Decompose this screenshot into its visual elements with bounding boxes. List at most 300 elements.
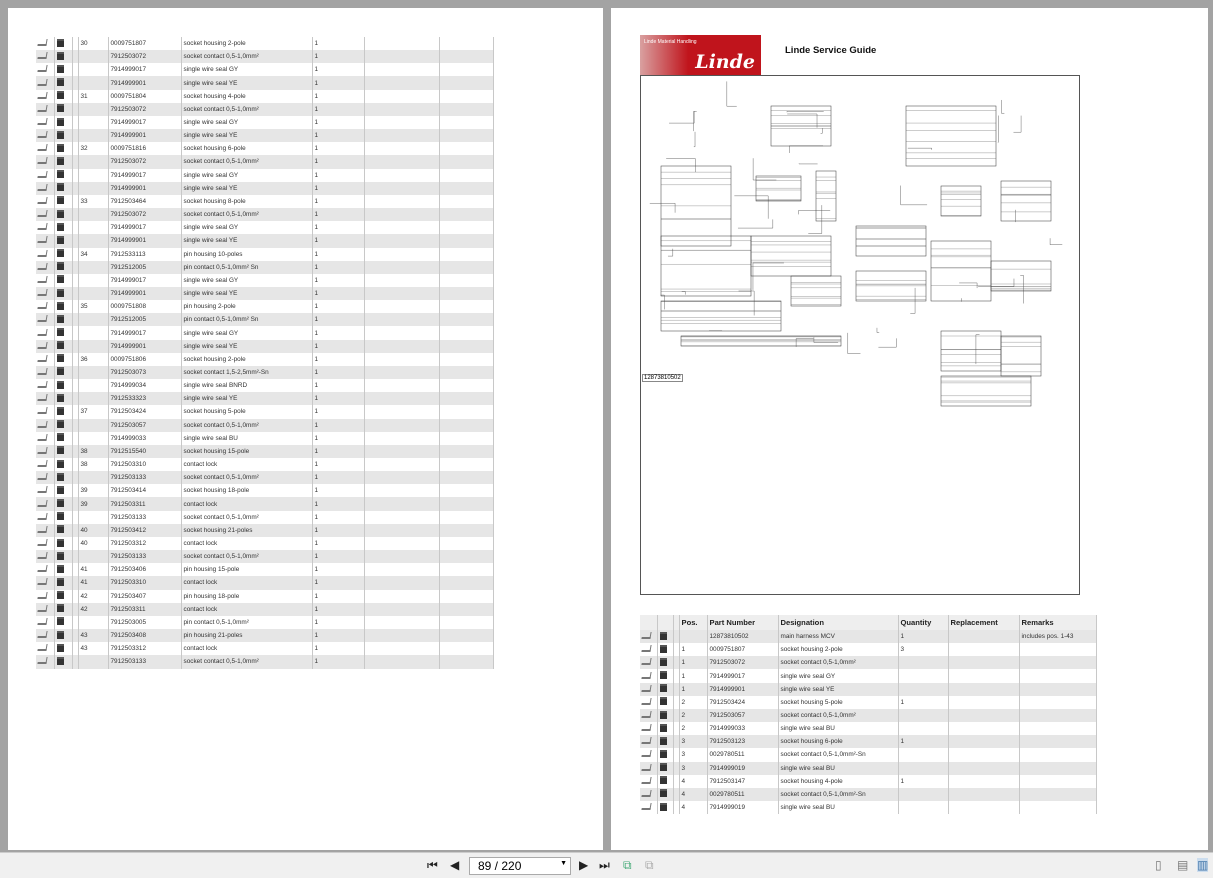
info-bag-icon[interactable] — [54, 524, 72, 537]
cell: 1 — [898, 775, 948, 788]
cell: single wire seal YE — [181, 392, 312, 405]
table-row — [36, 524, 493, 537]
cell: 30 — [78, 37, 108, 50]
add-to-cart-icon[interactable] — [36, 103, 54, 116]
info-bag-icon[interactable] — [54, 445, 72, 458]
column-header: Part Number — [707, 615, 778, 630]
single-page-view-icon[interactable]: ▯ — [1155, 858, 1162, 872]
cell: 7914999901 — [108, 76, 181, 89]
cell: 41 — [78, 576, 108, 589]
page-selector[interactable] — [469, 857, 571, 875]
cell: 40 — [78, 537, 108, 550]
info-bag-icon[interactable] — [54, 287, 72, 300]
column-header: Remarks — [1019, 615, 1096, 630]
add-to-cart-icon[interactable] — [36, 169, 54, 182]
cell: single wire seal BU — [778, 722, 898, 735]
table-row — [640, 735, 1096, 748]
cell: 1 — [898, 735, 948, 748]
cell — [78, 129, 108, 142]
info-bag-icon[interactable] — [54, 366, 72, 379]
parts-table-right — [640, 615, 1097, 814]
cell: 7914999017 — [108, 116, 181, 129]
table-row — [36, 287, 493, 300]
cell: 39 — [78, 484, 108, 497]
info-bag-icon[interactable] — [54, 419, 72, 432]
add-to-cart-icon[interactable] — [36, 182, 54, 195]
chevron-down-icon: ▼ — [560, 860, 567, 867]
cell: 7912503312 — [108, 537, 181, 550]
cell: 0009751807 — [108, 37, 181, 50]
cell — [78, 261, 108, 274]
add-to-cart-icon[interactable] — [36, 221, 54, 234]
info-bag-icon[interactable] — [657, 762, 673, 775]
info-bag-icon[interactable] — [54, 537, 72, 550]
info-bag-icon[interactable] — [54, 116, 72, 129]
cell: 1 — [312, 63, 364, 76]
cell — [679, 630, 707, 643]
cell: 7912503406 — [108, 563, 181, 576]
cell: socket contact 0,5-1,0mm² — [181, 155, 312, 168]
wiring-diagram — [640, 75, 1080, 595]
table-row — [36, 155, 493, 168]
cell — [78, 471, 108, 484]
add-to-cart-icon[interactable] — [36, 155, 54, 168]
cell: 7912503072 — [707, 656, 778, 669]
add-to-cart-icon[interactable] — [36, 379, 54, 392]
table-row — [36, 274, 493, 287]
info-bag-icon[interactable] — [54, 642, 72, 655]
table-row — [640, 722, 1096, 735]
cell — [948, 696, 1019, 709]
cell — [78, 208, 108, 221]
table-row — [36, 90, 493, 103]
add-to-cart-icon[interactable] — [36, 419, 54, 432]
info-bag-icon[interactable] — [657, 696, 673, 709]
cell: 1 — [312, 537, 364, 550]
add-to-cart-icon[interactable] — [640, 696, 657, 709]
cell: 7914999019 — [707, 762, 778, 775]
last-page-button[interactable]: ⏭ — [599, 858, 610, 872]
add-to-cart-icon[interactable] — [640, 748, 657, 761]
add-to-cart-icon[interactable] — [36, 90, 54, 103]
table-row — [36, 221, 493, 234]
add-to-cart-icon[interactable] — [36, 50, 54, 63]
cell: pin housing 10-poles — [181, 248, 312, 261]
info-bag-icon[interactable] — [54, 129, 72, 142]
first-page-button[interactable]: ⏮ — [427, 858, 438, 872]
cell: 7914999033 — [108, 432, 181, 445]
info-bag-icon[interactable] — [54, 103, 72, 116]
add-to-cart-icon[interactable] — [640, 788, 657, 801]
cell: 7914999017 — [108, 63, 181, 76]
info-bag-icon[interactable] — [54, 392, 72, 405]
cell: single wire seal GY — [181, 326, 312, 339]
go-back-icon[interactable]: ⧉ — [623, 858, 632, 872]
cell: 7912503123 — [707, 735, 778, 748]
add-to-cart-icon[interactable] — [36, 261, 54, 274]
cell: 1 — [312, 524, 364, 537]
cell — [948, 669, 1019, 682]
table-row — [36, 629, 493, 642]
add-to-cart-icon[interactable] — [640, 762, 657, 775]
info-bag-icon[interactable] — [54, 379, 72, 392]
add-to-cart-icon[interactable] — [36, 353, 54, 366]
cell: 7912512005 — [108, 261, 181, 274]
add-to-cart-icon[interactable] — [36, 537, 54, 550]
info-bag-icon[interactable] — [54, 234, 72, 247]
cell: socket contact 0,5-1,0mm² — [181, 103, 312, 116]
cell: single wire seal YE — [778, 683, 898, 696]
add-to-cart-icon[interactable] — [36, 405, 54, 418]
table-row — [36, 326, 493, 339]
cell: 41 — [78, 563, 108, 576]
add-to-cart-icon[interactable] — [640, 775, 657, 788]
logo-text: Linde — [695, 51, 755, 73]
table-row — [36, 563, 493, 576]
cell: 12873810502 — [707, 630, 778, 643]
add-to-cart-icon[interactable] — [36, 550, 54, 563]
info-bag-icon[interactable] — [54, 603, 72, 616]
cell: 1 — [312, 234, 364, 247]
cell: 1 — [679, 683, 707, 696]
add-to-cart-icon[interactable] — [36, 63, 54, 76]
cell: single wire seal BNRD — [181, 379, 312, 392]
cell: single wire seal GY — [181, 63, 312, 76]
cell — [948, 748, 1019, 761]
add-to-cart-icon[interactable] — [36, 590, 54, 603]
info-bag-icon[interactable] — [54, 326, 72, 339]
info-bag-icon[interactable] — [657, 775, 673, 788]
cell — [78, 419, 108, 432]
add-to-cart-icon[interactable] — [36, 340, 54, 353]
cell — [948, 801, 1019, 814]
add-to-cart-icon[interactable] — [640, 735, 657, 748]
add-to-cart-icon[interactable] — [640, 630, 657, 643]
cell: 35 — [78, 300, 108, 313]
column-header: Pos. — [679, 615, 707, 630]
cell: 7912503424 — [707, 696, 778, 709]
info-bag-icon[interactable] — [54, 484, 72, 497]
add-to-cart-icon[interactable] — [36, 524, 54, 537]
add-to-cart-icon[interactable] — [36, 313, 54, 326]
cell: 1 — [312, 116, 364, 129]
cell: 3 — [679, 748, 707, 761]
table-row — [640, 762, 1096, 775]
info-bag-icon[interactable] — [54, 208, 72, 221]
cell: single wire seal BU — [181, 432, 312, 445]
cell: 43 — [78, 642, 108, 655]
table-row — [36, 182, 493, 195]
cell: 7914999033 — [707, 722, 778, 735]
cell: 1 — [312, 590, 364, 603]
cell: pin contact 0,5-1,0mm² Sn — [181, 313, 312, 326]
cell: 1 — [312, 616, 364, 629]
add-to-cart-icon[interactable] — [36, 142, 54, 155]
cell — [78, 169, 108, 182]
add-to-cart-icon[interactable] — [36, 511, 54, 524]
cell — [948, 788, 1019, 801]
info-bag-icon[interactable] — [54, 261, 72, 274]
table-row — [640, 669, 1096, 682]
add-to-cart-icon[interactable] — [640, 683, 657, 696]
info-bag-icon[interactable] — [54, 563, 72, 576]
next-page-button[interactable]: ▶ — [579, 858, 589, 872]
cell: 36 — [78, 353, 108, 366]
column-header: Designation — [778, 615, 898, 630]
cell: 1 — [312, 195, 364, 208]
info-bag-icon[interactable] — [54, 655, 72, 668]
add-to-cart-icon[interactable] — [640, 722, 657, 735]
info-bag-icon[interactable] — [54, 221, 72, 234]
cell: socket housing 18-pole — [181, 484, 312, 497]
add-to-cart-icon[interactable] — [640, 801, 657, 814]
cell: 7912503072 — [108, 103, 181, 116]
info-bag-icon[interactable] — [54, 590, 72, 603]
cell: 7912503073 — [108, 366, 181, 379]
cell: 7914999017 — [108, 221, 181, 234]
add-to-cart-icon[interactable] — [36, 563, 54, 576]
cell: socket contact 0,5-1,0mm² — [181, 208, 312, 221]
add-to-cart-icon[interactable] — [36, 326, 54, 339]
add-to-cart-icon[interactable] — [36, 497, 54, 510]
add-to-cart-icon[interactable] — [36, 576, 54, 589]
add-to-cart-icon[interactable] — [36, 129, 54, 142]
info-bag-icon[interactable] — [54, 37, 72, 50]
info-bag-icon[interactable] — [657, 748, 673, 761]
add-to-cart-icon[interactable] — [36, 603, 54, 616]
cell — [948, 722, 1019, 735]
info-bag-icon[interactable] — [54, 471, 72, 484]
cell: 1 — [312, 405, 364, 418]
cell: pin housing 18-pole — [181, 590, 312, 603]
cell: 1 — [312, 511, 364, 524]
cell: 1 — [679, 669, 707, 682]
add-to-cart-icon[interactable] — [36, 471, 54, 484]
info-bag-icon[interactable] — [657, 788, 673, 801]
add-to-cart-icon[interactable] — [36, 208, 54, 221]
info-bag-icon[interactable] — [54, 90, 72, 103]
add-to-cart-icon[interactable] — [640, 709, 657, 722]
add-to-cart-icon[interactable] — [36, 116, 54, 129]
cell — [78, 103, 108, 116]
cell: socket contact 0,5-1,0mm² — [778, 709, 898, 722]
add-to-cart-icon[interactable] — [640, 643, 657, 656]
info-bag-icon[interactable] — [54, 195, 72, 208]
add-to-cart-icon[interactable] — [36, 234, 54, 247]
cell: socket contact 0,5-1,0mm²-Sn — [778, 788, 898, 801]
cell: 4 — [679, 775, 707, 788]
cell: 7912503133 — [108, 550, 181, 563]
info-bag-icon[interactable] — [54, 50, 72, 63]
cell: 7912503414 — [108, 484, 181, 497]
cell: 4 — [679, 801, 707, 814]
cell: pin housing 21-poles — [181, 629, 312, 642]
info-bag-icon[interactable] — [54, 576, 72, 589]
add-to-cart-icon[interactable] — [36, 274, 54, 287]
add-to-cart-icon[interactable] — [36, 195, 54, 208]
info-bag-icon[interactable] — [657, 709, 673, 722]
cell — [1019, 683, 1096, 696]
table-row — [36, 300, 493, 313]
info-bag-icon[interactable] — [54, 616, 72, 629]
info-bag-icon[interactable] — [54, 405, 72, 418]
cell: single wire seal GY — [778, 669, 898, 682]
continuous-view-icon[interactable]: ▤ — [1177, 858, 1189, 872]
info-bag-icon[interactable] — [657, 683, 673, 696]
add-to-cart-icon[interactable] — [36, 484, 54, 497]
add-to-cart-icon[interactable] — [36, 432, 54, 445]
add-to-cart-icon[interactable] — [36, 76, 54, 89]
info-bag-icon[interactable] — [54, 155, 72, 168]
info-bag-icon[interactable] — [657, 722, 673, 735]
add-to-cart-icon[interactable] — [36, 458, 54, 471]
page-number: 89 / 220 — [478, 859, 522, 873]
info-bag-icon[interactable] — [657, 656, 673, 669]
table-row — [36, 366, 493, 379]
two-page-view-icon[interactable]: ▥ — [1197, 858, 1209, 872]
info-bag-icon[interactable] — [657, 735, 673, 748]
add-to-cart-icon[interactable] — [36, 655, 54, 668]
table-row — [640, 775, 1096, 788]
info-bag-icon[interactable] — [54, 497, 72, 510]
info-bag-icon[interactable] — [54, 458, 72, 471]
add-to-cart-icon[interactable] — [36, 642, 54, 655]
column-header: Replacement — [948, 615, 1019, 630]
table-row — [36, 655, 493, 668]
cell: socket contact 0,5-1,0mm² — [778, 656, 898, 669]
cell: socket housing 15-pole — [181, 445, 312, 458]
cell: single wire seal YE — [181, 129, 312, 142]
go-forward-icon[interactable]: ⧉ — [645, 858, 654, 872]
left-page — [8, 8, 603, 850]
cell — [78, 550, 108, 563]
cell: 1 — [312, 300, 364, 313]
cell: contact lock — [181, 576, 312, 589]
cell: 7912503407 — [108, 590, 181, 603]
add-to-cart-icon[interactable] — [36, 392, 54, 405]
add-to-cart-icon[interactable] — [36, 37, 54, 50]
cell: 2 — [679, 696, 707, 709]
cell: 7912503408 — [108, 629, 181, 642]
cell: socket housing 4-pole — [778, 775, 898, 788]
info-bag-icon[interactable] — [54, 274, 72, 287]
info-bag-icon[interactable] — [54, 511, 72, 524]
add-to-cart-icon[interactable] — [640, 656, 657, 669]
cell: 7912503057 — [108, 419, 181, 432]
info-bag-icon[interactable] — [54, 353, 72, 366]
table-row — [640, 801, 1096, 814]
cell: single wire seal GY — [181, 116, 312, 129]
cell: socket housing 6-pole — [181, 142, 312, 155]
add-to-cart-icon[interactable] — [640, 669, 657, 682]
cell: 7914999017 — [108, 274, 181, 287]
cell: pin contact 0,5-1,0mm² Sn — [181, 261, 312, 274]
cell: 7912503311 — [108, 497, 181, 510]
add-to-cart-icon[interactable] — [36, 445, 54, 458]
cell: 0009751806 — [108, 353, 181, 366]
cell: 38 — [78, 458, 108, 471]
page-title: Linde Service Guide — [785, 45, 877, 56]
info-bag-icon[interactable] — [657, 801, 673, 814]
cell: 7912503312 — [108, 642, 181, 655]
cell — [1019, 788, 1096, 801]
cell: 37 — [78, 405, 108, 418]
cell: socket housing 21-poles — [181, 524, 312, 537]
cell: 7914999901 — [108, 287, 181, 300]
table-row — [36, 142, 493, 155]
info-bag-icon[interactable] — [54, 340, 72, 353]
info-bag-icon[interactable] — [54, 432, 72, 445]
cell: single wire seal YE — [181, 340, 312, 353]
cell: 1 — [312, 155, 364, 168]
add-to-cart-icon[interactable] — [36, 616, 54, 629]
info-bag-icon[interactable] — [54, 300, 72, 313]
info-bag-icon[interactable] — [54, 63, 72, 76]
cell: socket contact 0,5-1,0mm² — [181, 471, 312, 484]
table-row — [36, 458, 493, 471]
cell: socket contact 0,5-1,0mm²-Sn — [778, 748, 898, 761]
info-bag-icon[interactable] — [657, 669, 673, 682]
cell: 1 — [312, 392, 364, 405]
add-to-cart-icon[interactable] — [36, 300, 54, 313]
cell — [1019, 762, 1096, 775]
add-to-cart-icon[interactable] — [36, 366, 54, 379]
add-to-cart-icon[interactable] — [36, 248, 54, 261]
right-page — [611, 8, 1208, 850]
cell: single wire seal GY — [181, 169, 312, 182]
info-bag-icon[interactable] — [54, 313, 72, 326]
cell: socket contact 0,5-1,0mm² — [181, 511, 312, 524]
cell: socket housing 2-pole — [181, 353, 312, 366]
previous-page-button[interactable]: ◀ — [450, 858, 460, 872]
cell — [948, 775, 1019, 788]
info-bag-icon[interactable] — [54, 550, 72, 563]
cell: 1 — [312, 50, 364, 63]
cell: socket housing 2-pole — [181, 37, 312, 50]
cell: 7912503072 — [108, 155, 181, 168]
add-to-cart-icon[interactable] — [36, 629, 54, 642]
cell: single wire seal YE — [181, 234, 312, 247]
info-bag-icon[interactable] — [54, 76, 72, 89]
cell: 1 — [312, 103, 364, 116]
add-to-cart-icon[interactable] — [36, 287, 54, 300]
cell: 43 — [78, 629, 108, 642]
info-bag-icon[interactable] — [54, 169, 72, 182]
table-row — [36, 603, 493, 616]
cell: pin housing 15-pole — [181, 563, 312, 576]
info-bag-icon[interactable] — [54, 182, 72, 195]
table-row — [36, 313, 493, 326]
cell: 7912503424 — [108, 405, 181, 418]
info-bag-icon[interactable] — [657, 643, 673, 656]
cell: contact lock — [181, 603, 312, 616]
table-row — [640, 748, 1096, 761]
table-row — [640, 656, 1096, 669]
cell — [1019, 643, 1096, 656]
cell: 7914999901 — [707, 683, 778, 696]
info-bag-icon[interactable] — [54, 629, 72, 642]
info-bag-icon[interactable] — [54, 248, 72, 261]
cell: main harness MCV — [778, 630, 898, 643]
cell: 1 — [312, 655, 364, 668]
cell — [78, 616, 108, 629]
cell: 7912503133 — [108, 511, 181, 524]
cell: 7912503310 — [108, 458, 181, 471]
info-bag-icon[interactable] — [657, 630, 673, 643]
info-bag-icon[interactable] — [54, 142, 72, 155]
diagram-label: 12873810502 — [644, 375, 681, 381]
cell: 7914999017 — [108, 169, 181, 182]
